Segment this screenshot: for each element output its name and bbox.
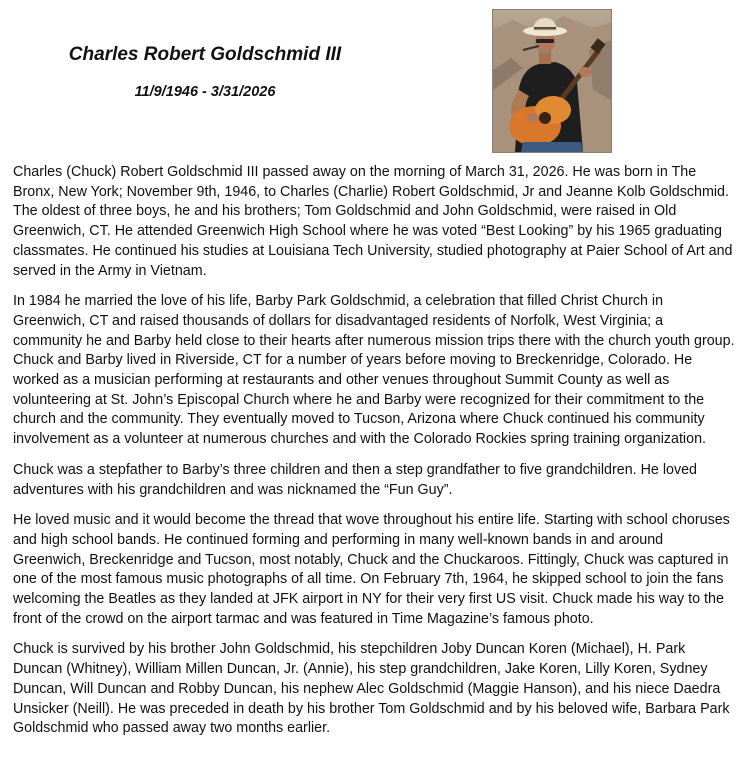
obituary-header	[0, 0, 744, 160]
paragraph-survivors: Chuck is survived by his brother John Goldschmid, his stepchildren Joby Duncan Koren (Michael), H. Park Duncan (Whitney), William Millen Duncan, Jr. (Annie), his step grandchildren, Jake Koren, Lilly Koren, Sydney Duncan, Will Duncan and Robby Duncan, his nephew Alec Goldschmid (Maggie Hanson), and his niece Daedra Unsicker (Neill). He was preceded in death by his brother Tom Goldschmid and by his beloved wife, Barbara Park Goldschmid who passed away two months earlier.	[13, 641, 730, 737]
hat-band	[534, 27, 556, 30]
deceased-name: Charles Robert Goldschmid III	[68, 44, 342, 65]
guitar-soundhole	[539, 112, 551, 124]
strumming-hand	[527, 113, 539, 123]
paragraph-marriage: In 1984 he married the love of his life, Barby Park Goldschmid, a celebration that filled Christ Church in Greenwich, CT and raised thousands of dollars for disadvantaged residents of Norfolk, West Virginia; a community he and Barby held close to their hearts after numerous mission trips there with the church youth group. Chuck and Barby lived in Riverside, CT for a number of years before moving to Breckenridge, Colorado. He worked as a musician performing at restaurants and other venues throughout Summit County as well as volunteering at St. John’s Episcopal Church where he and Barby were recognized for their commitment to the church and the community. They eventually moved to Tucson, Arizona where Chuck continued his community involvement as a volunteer at numerous churches and with the Colorado Rockies spring training organization.	[13, 293, 735, 448]
paragraph-music: He loved music and it would become the thread that wove throughout his entire life. Starting with school choruses and high school bands. He continued forming and performing in many well-known bands in and around Greenwich, Breckenridge and Tucson, most notably, Chuck and the Chuckaroos. Fittingly, Chuck was captured in one of the most famous music photographs of all time. On February 7th, 1964, he skipped school to join the fans welcoming the Beatles as they landed at JFK airport in NY for their very first US visit. Chuck made his way to the front of the crowd on the airport tarmac and was featured in Time Magazine’s famous photo.	[13, 512, 730, 627]
portrait-photo	[492, 9, 612, 153]
paragraph-family: Chuck was a stepfather to Barby’s three children and then a step grandfather to five grandchildren. He loved adventures with his grandchildren and was nicknamed the “Fun Guy”.	[13, 461, 698, 498]
paragraph-early-life: Charles (Chuck) Robert Goldschmid III passed away on the morning of March 31, 2026. He was born in The Bronx, New York; November 9th, 1946, to Charles (Charlie) Robert Goldschmid, Jr and Jeanne Kolb Goldschmid. The oldest of three boys, he and his brothers; Tom Goldschmid and John Goldschmid, were raised in Old Greenwich, CT. He attended Greenwich High School where he was voted “Best Looking” by his 1965 graduating classmates. He continued his studies at Louisiana Tech University, studied photography at Paier School of Art and served in the Army in Vietnam.	[13, 164, 733, 279]
life-dates: 11/9/1946 - 3/31/2026	[134, 84, 276, 100]
obituary-body	[13, 163, 735, 750]
fretting-hand	[579, 67, 591, 77]
guitar-player-illustration	[493, 10, 611, 152]
jeans	[521, 142, 583, 152]
sunglasses	[536, 39, 554, 43]
